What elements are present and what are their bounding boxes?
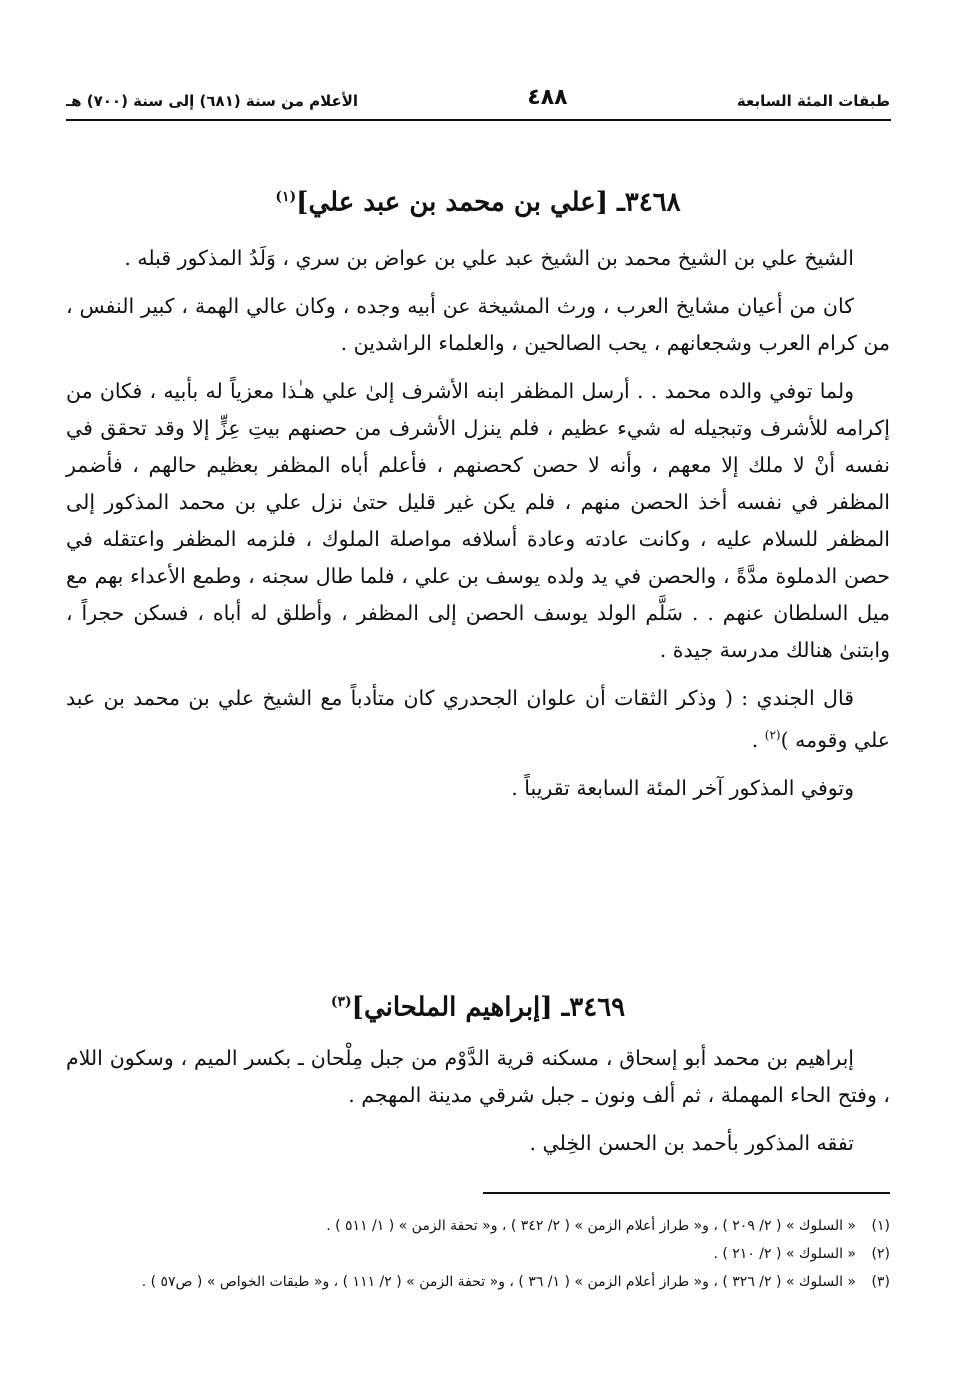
footnote-text: « السلوك » ( ٢/ ٣٢٦ ) ، و« طراز أعلام الزمن » ( ١/ ٣٦ ) ، و« تحفة الزمن » ( ٢/ ١١١ ) ، و« طبقات الخواص » ( ص٥٧ ) . [141,1274,856,1290]
footnotes [66,1212,890,1296]
entry-title-3469 [66,985,890,1025]
paragraph: كان من أعيان مشايخ العرب ، ورث المشيخة عن أبيه وجده ، وكان عالي الهمة ، كبير النفس ، من كرام العرب وشجعانهم ، يحب الصالحين ، والعلماء الراشدين . [66,294,890,355]
footnote-number: (٢) [871,1246,890,1262]
paragraph: تفقه المذكور بأحمد بن الحسن الخِلي . [529,1131,854,1155]
paragraph: ولما توفي والده محمد . . أرسل المظفر ابنه الأشرف إلىٰ علي هـٰذا معزياً له بأبيه ، فكان من إكرامه للأشرف وتبجيله له شيء عظيم ، فلم ينزل الأشرف من حصنهم بيتِ عِزٍّ إلا وقد تحقق في نفسه أنْ لا ملك إلا معهم ، وأنه لا حصن كحصنهم ، فأعلم أباه المظفر بعظيم حالهم ، فأضمر المظفر في نفسه أخذ الحصن منهم ، فلم يكن غير قليل حتىٰ نزل علي بن محمد المذكور إلى المظفر للسلام عليه ، وكانت عادته وعادة أسلافه مواصلة الملوك ، فلزمه المظفر واعتقله في حصن الدملوة مدَّةً ، والحصن في يد ولده يوسف بن علي ، فلما طال سجنه ، وطمع الأعداء بهم مع ميل السلطان عنهم . . سَلَّم الولد يوسف الحصن إلى المظفر ، وأطلق له أباه ، فسكن حجراً ، وابتنىٰ هنالك مدرسة جيدة . [66,379,890,662]
page-number: ٤٨٨ [527,85,568,110]
entry-body-3469 [66,1040,890,1162]
footnote-mark: (١) [275,189,297,205]
entry-title-3468 [66,180,890,220]
paragraph: وتوفي المذكور آخر المئة السابعة تقريباً . [511,775,854,800]
paragraph: إبراهيم بن محمد أبو إسحاق ، مسكنه قرية الدَّوْم من جبل مِلْحان ـ بكسر الميم ، وسكون اللام ، وفتح الحاء المهملة ، ثم ألف ونون ـ جبل شرقي مدينة المهجم . [66,1046,890,1107]
header-rule [66,119,891,121]
footnote-text: « السلوك » ( ٢/ ٢٠٩ ) ، و« طراز أعلام الزمن » ( ٢/ ٣٤٢ ) ، و« تحفة الزمن » ( ١/ ٥١١ ) . [326,1218,856,1234]
book-title: طبقات المئة السابعة [736,92,890,110]
footnote-item [66,1212,890,1240]
running-header [66,82,890,110]
quote-tail: . [751,727,765,752]
footnote-rule [483,1192,890,1194]
footnote-mark: (٢) [764,728,781,742]
footnote-mark: (٣) [330,994,352,1010]
quote-text: قال الجندي : ( وذكر الثقات أن علوان الجحدري كان متأدباً مع الشيخ علي بن محمد بن عبد علي وقومه ) [66,686,890,752]
footnote-item [66,1268,890,1296]
footnote-number: (٣) [871,1274,890,1290]
footnote-text: « السلوك » ( ٢/ ٢١٠ ) . [713,1246,856,1262]
entry-title-text: ٣٤٦٨ـ [علي بن محمد بن عبد علي] [296,187,681,218]
range-label: الأعلام من سنة (٦٨١) إلى سنة (٧٠٠) هـ [66,92,359,110]
quote-paragraph [66,680,890,759]
footnote-item [66,1240,890,1268]
paragraph: الشيخ علي بن الشيخ محمد بن الشيخ عبد علي بن عواض بن سري ، وَلَدُ المذكور قبله . [124,246,854,270]
footnote-number: (١) [871,1218,890,1234]
entry-body-3468 [66,240,890,807]
entry-title-text: ٣٤٦٩ـ [إبراهيم الملحاني] [351,992,626,1023]
